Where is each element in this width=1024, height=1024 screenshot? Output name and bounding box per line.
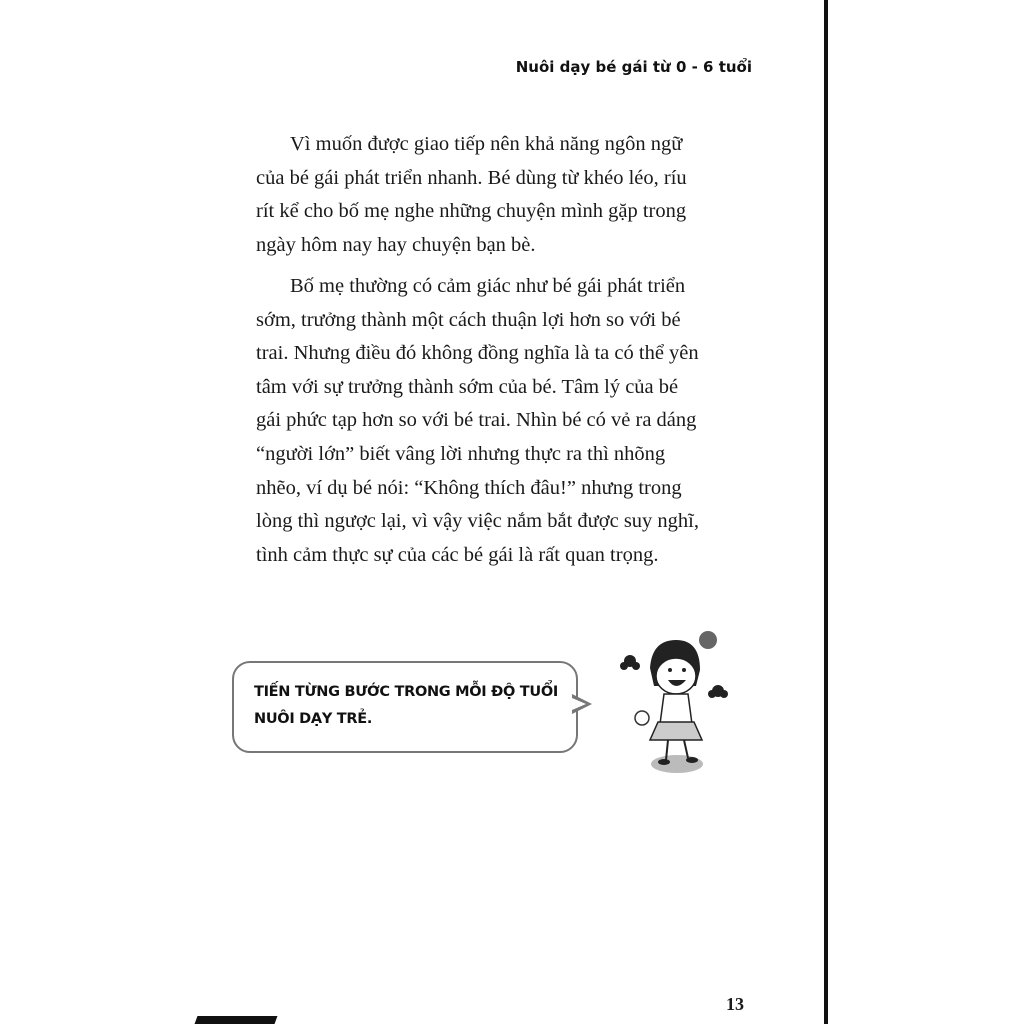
girl-illustration <box>612 628 742 778</box>
page-edge-border <box>824 0 828 1024</box>
text-line: sớm, trưởng thành một cách thuận lợi hơn so với bé <box>256 308 681 331</box>
scan-smudge <box>195 1016 278 1024</box>
text-line: của bé gái phát triển nhanh. Bé dùng từ khéo léo, ríu <box>256 166 687 189</box>
speech-bubble-tail-inner <box>572 698 586 710</box>
text-line: gái phức tạp hơn so với bé trai. Nhìn bé có vẻ ra dáng <box>256 409 697 432</box>
text-line: lòng thì ngược lại, vì vậy việc nắm bắt được suy nghĩ, <box>256 510 700 533</box>
text-line: tình cảm thực sự của các bé gái là rất quan trọng. <box>256 543 659 566</box>
running-header: Nuôi dạy bé gái từ 0 - 6 tuổi <box>515 58 752 76</box>
text-line: Vì muốn được giao tiếp nên khả năng ngôn ngữ <box>290 133 683 155</box>
page-number: 13 <box>726 994 744 1014</box>
callout-text <box>254 679 558 733</box>
text-line: tâm với sự trưởng thành sớm của bé. Tâm lý của bé <box>256 375 679 398</box>
speech-bubble <box>232 661 578 753</box>
text-line: trai. Nhưng điều đó không đồng nghĩa là ta có thể yên <box>256 342 699 365</box>
callout-line: TIẾN TỪNG BƯỚC TRONG MỖI ĐỘ TUỔI <box>254 684 558 700</box>
text-line: Bố mẹ thường có cảm giác như bé gái phát triển <box>290 275 686 297</box>
callout-line: NUÔI DẠY TRẺ. <box>254 711 373 727</box>
text-line: nhẽo, ví dụ bé nói: “Không thích đâu!” nhưng trong <box>256 476 682 499</box>
text-line: ngày hôm nay hay chuyện bạn bè. <box>256 233 536 256</box>
paragraph-1 <box>256 128 756 262</box>
paragraph-2 <box>256 270 756 572</box>
text-line: “người lớn” biết vâng lời nhưng thực ra thì nhõng <box>256 442 666 465</box>
text-line: rít kể cho bố mẹ nghe những chuyện mình gặp trong <box>256 200 687 223</box>
